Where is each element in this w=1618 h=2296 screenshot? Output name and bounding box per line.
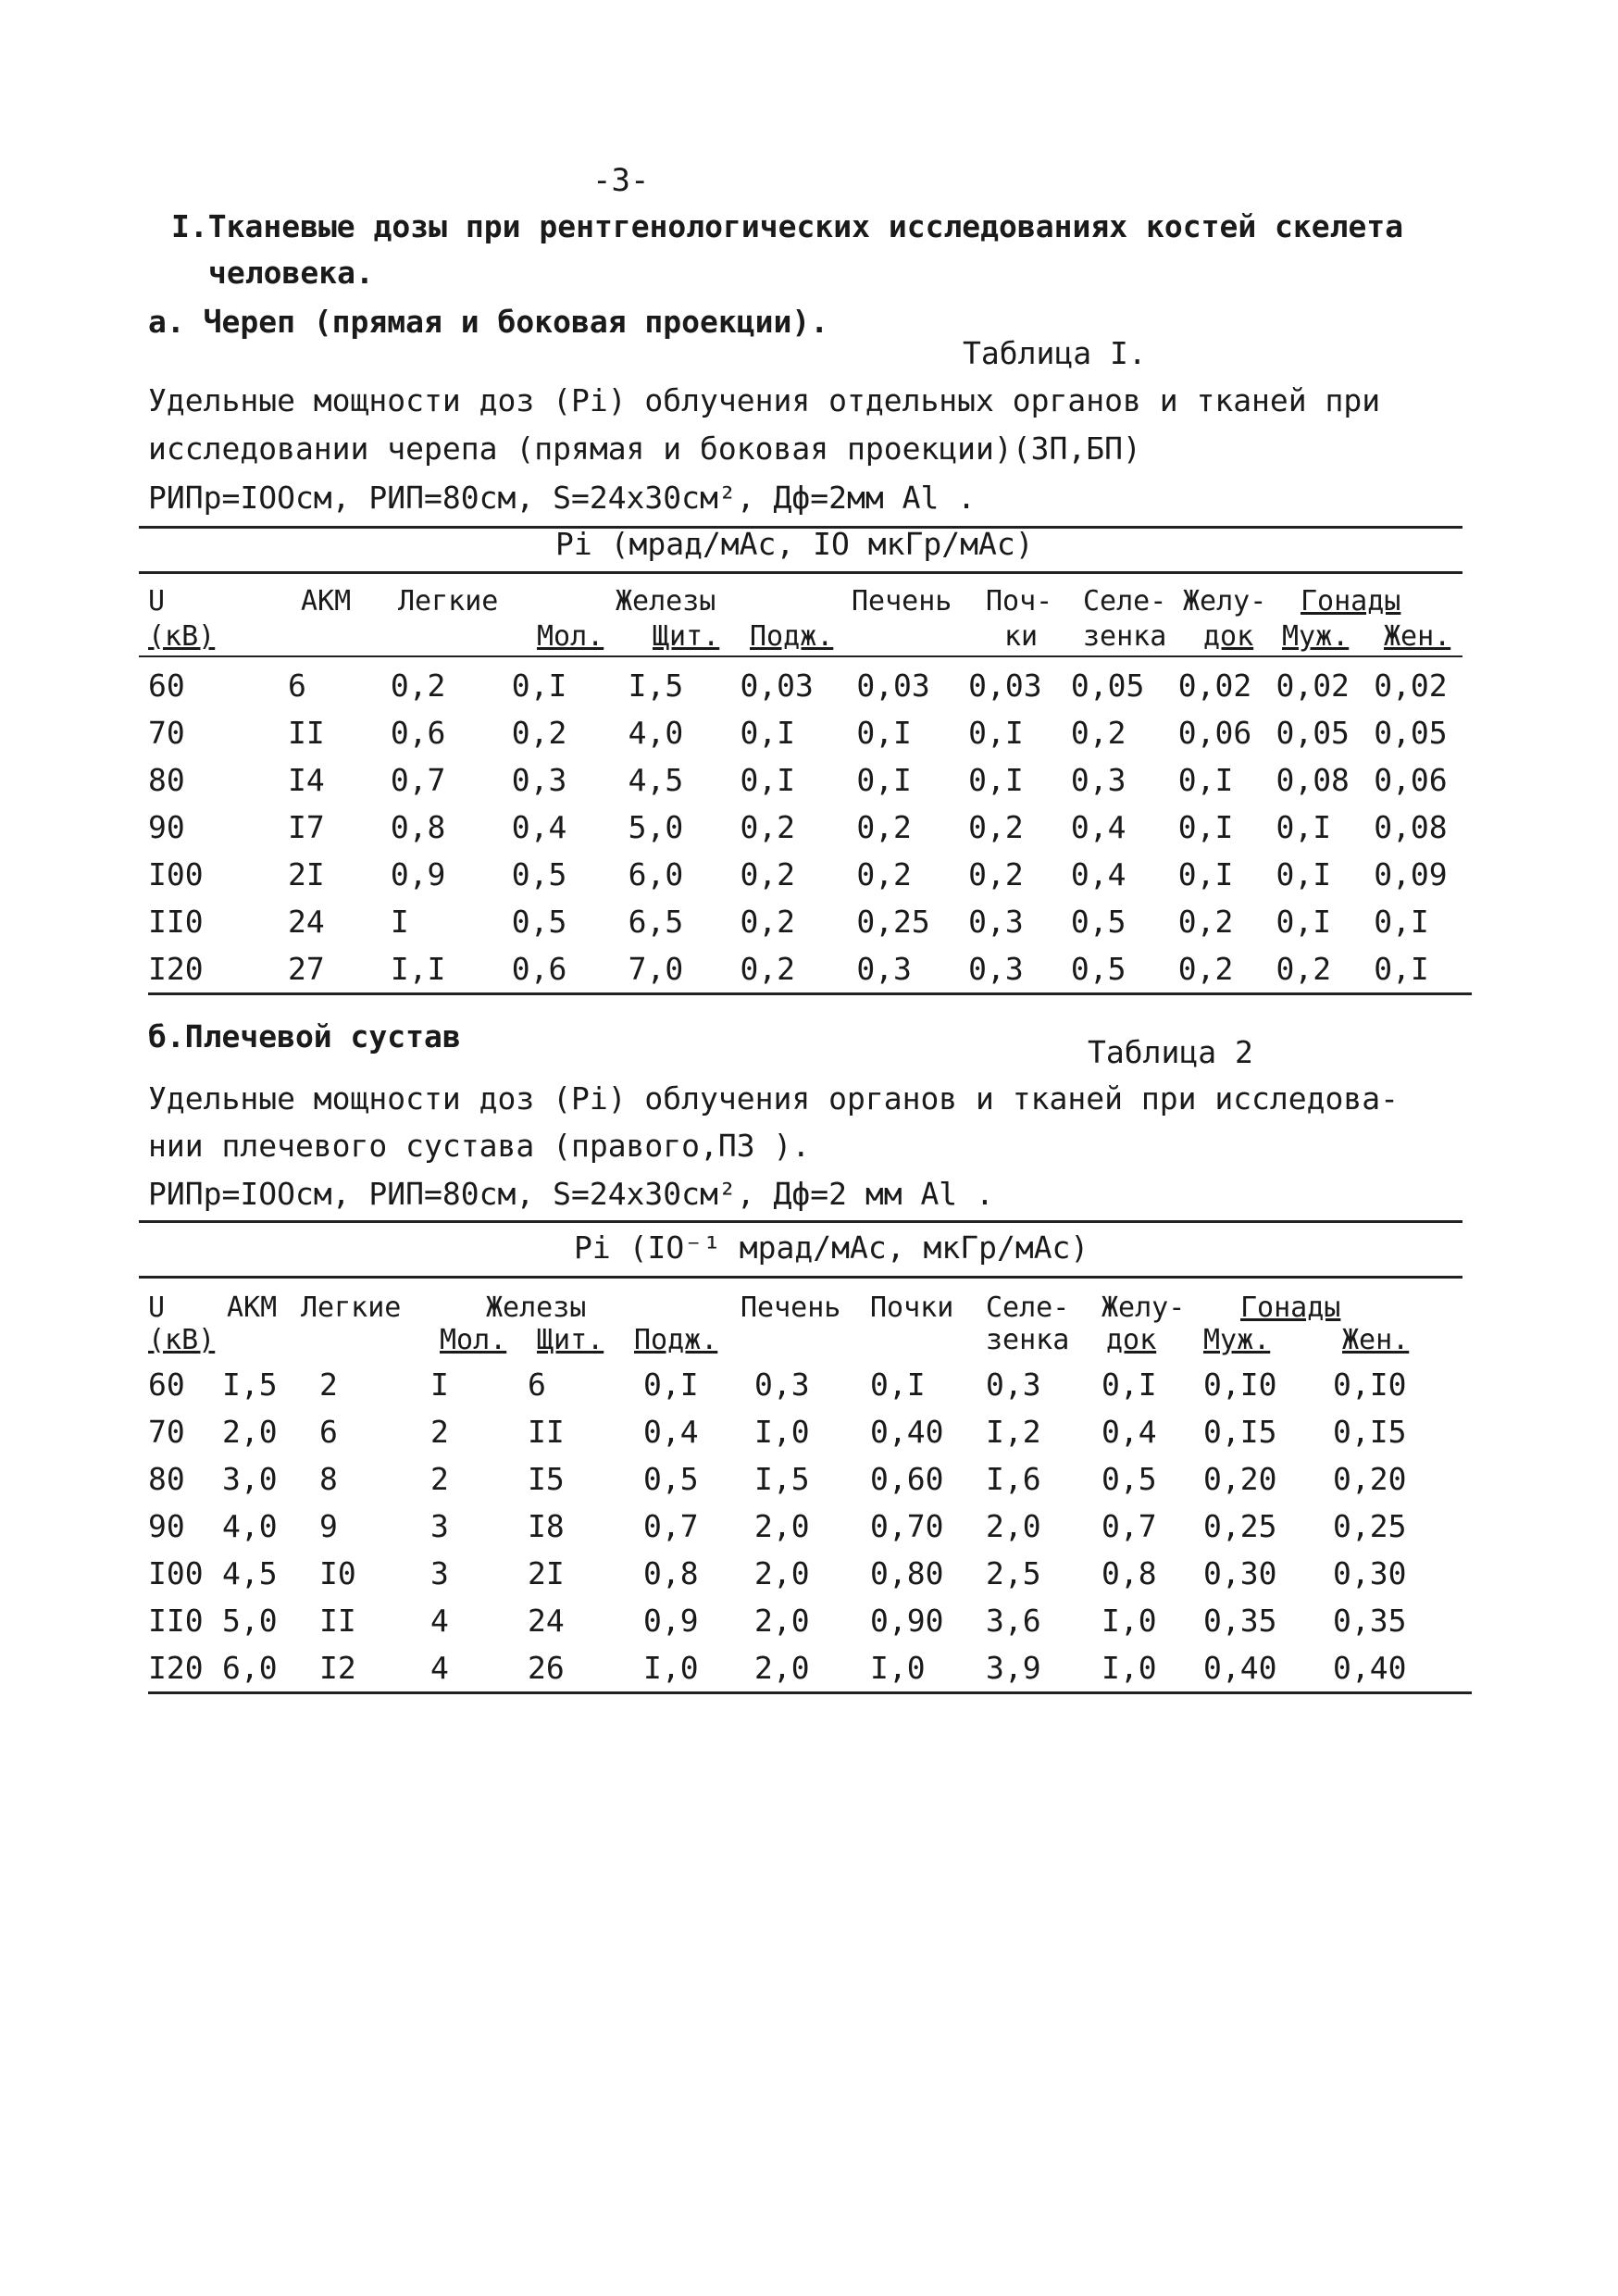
table-cell: II0	[148, 904, 204, 940]
table-cell: 2	[430, 1461, 449, 1497]
table-cell: II	[319, 1603, 356, 1639]
table-cell: 0,9	[390, 856, 446, 892]
table-cell: 24	[528, 1603, 565, 1639]
t1-col-u-unit: (кВ)	[148, 620, 216, 653]
table-cell: 0,I	[1374, 945, 1472, 994]
table-cell: I	[390, 904, 409, 940]
table-cell: 5,0	[628, 809, 684, 845]
table-cell: 0,7	[1101, 1508, 1157, 1544]
table-cell: 6,5	[628, 904, 684, 940]
table-cell: I0	[319, 1555, 356, 1591]
t1-col-gonads: Гонады	[1301, 585, 1401, 618]
table-cell: 0,8	[643, 1555, 699, 1591]
table-cell: 0,I	[740, 762, 796, 798]
table-cell: 0,7	[643, 1508, 699, 1544]
t1-col-kidneys-2: ки	[1004, 620, 1039, 653]
table-cell: 2I	[288, 856, 325, 892]
table-cell: 2,0	[754, 1555, 810, 1591]
table-cell: 4,5	[628, 762, 684, 798]
table-cell: 0,70	[870, 1508, 944, 1544]
table-row	[148, 709, 1472, 756]
t2-col-akm: АКМ	[227, 1292, 278, 1324]
table-cell: 0,7	[390, 762, 446, 798]
t1-col-akm: АКМ	[301, 585, 352, 618]
t1-col-lungs: Легкие	[398, 585, 499, 618]
table-cell: 0,20	[1333, 1461, 1407, 1497]
table-cell: I,0	[1101, 1603, 1157, 1639]
table-cell: 60	[148, 668, 185, 704]
table-cell: I2	[319, 1644, 430, 1693]
table2-caption-line2: нии плечевого сустава (правого,ПЗ ).	[148, 1128, 811, 1164]
table-cell: 0,I	[1177, 809, 1234, 845]
table2-label: Таблица 2	[1088, 1034, 1253, 1070]
table-cell: 0,03	[968, 668, 1042, 704]
table-cell: 90	[148, 809, 185, 845]
table-cell: I,5	[754, 1461, 810, 1497]
t1-col-kidneys-1: Поч-	[986, 585, 1053, 618]
table-cell: 0,5	[1101, 1461, 1157, 1497]
t1-col-u: U	[148, 585, 166, 618]
table-cell: 0,I	[1374, 904, 1429, 940]
table-row	[148, 851, 1472, 898]
t1-col-liver: Печень	[852, 585, 952, 618]
table-cell: 3,6	[986, 1603, 1041, 1639]
table1-caption-line1: Удельные мощности доз (Pi) облучения отдельных органов и тканей при	[148, 382, 1381, 418]
table-cell: 0,08	[1374, 809, 1448, 845]
table1-header-rule	[139, 655, 1462, 657]
table1-unit-header: Pi (мрад/мАс, IO мкГр/мАс)	[555, 526, 1034, 562]
t2-col-stomach-2: док	[1106, 1324, 1157, 1356]
table-cell: II	[528, 1414, 565, 1450]
t1-col-spleen-1: Селе-	[1083, 585, 1167, 618]
section-title: I.Тканевые дозы при рентгенологических исследованиях костей скелета	[171, 208, 1404, 244]
table-cell: 3	[430, 1555, 449, 1591]
t2-col-gonads: Гонады	[1240, 1292, 1341, 1324]
table1-body	[148, 662, 1472, 995]
table-cell: 8	[319, 1461, 338, 1497]
table-cell: 0,25	[1203, 1508, 1277, 1544]
table-cell: II	[288, 715, 325, 751]
table-cell: 2	[319, 1366, 338, 1403]
table-cell: I7	[288, 809, 325, 845]
table-cell: 4,0	[222, 1508, 278, 1544]
table-cell: II0	[148, 1603, 204, 1639]
table2-top-rule	[139, 1220, 1462, 1223]
table-cell: 0,5	[511, 904, 567, 940]
t2-col-stomach-1: Желу-	[1101, 1292, 1186, 1324]
table-cell: 0,3	[1070, 762, 1126, 798]
t1-col-gl-pan: Подж.	[750, 620, 834, 653]
table-cell: 90	[148, 1508, 185, 1544]
table-cell: 0,6	[512, 945, 629, 994]
table-cell: 0,02	[1374, 668, 1448, 704]
t2-col-gon-m: Муж.	[1203, 1324, 1271, 1356]
table-cell: 5,0	[222, 1603, 278, 1639]
t2-col-gon-f: Жен.	[1342, 1324, 1410, 1356]
table-cell: 0,I	[1276, 809, 1332, 845]
table-cell: 9	[319, 1508, 338, 1544]
table-cell: 0,4	[1101, 1414, 1157, 1450]
table-cell: 0,4	[643, 1414, 699, 1450]
table-row	[148, 1597, 1472, 1644]
table-cell: 26	[528, 1644, 643, 1693]
table-cell: 0,06	[1374, 762, 1448, 798]
t1-col-gl-mol: Мол.	[537, 620, 604, 653]
table-cell: 0,30	[1333, 1555, 1407, 1591]
t1-col-gon-f: Жен.	[1384, 620, 1451, 653]
table-cell: 0,25	[856, 904, 930, 940]
table-cell: 80	[148, 1461, 185, 1497]
table-cell: I,I	[391, 945, 512, 994]
table-cell: 0,90	[870, 1603, 944, 1639]
table-cell: 0,2	[856, 856, 912, 892]
table-cell: 0,2	[740, 945, 856, 994]
table-cell: 0,5	[1071, 945, 1178, 994]
table-cell: 0,I	[856, 762, 912, 798]
table2-unit-rule	[139, 1276, 1462, 1279]
table-cell: 0,8	[1101, 1555, 1157, 1591]
table-cell: 0,02	[1177, 668, 1252, 704]
table-cell: 0,2	[1070, 715, 1126, 751]
table-cell: 2I	[528, 1555, 565, 1591]
t1-col-stomach-2: док	[1203, 620, 1254, 653]
table-cell: 3	[430, 1508, 449, 1544]
table-cell: 0,I	[1276, 856, 1332, 892]
table-cell: 2,0	[986, 1508, 1041, 1544]
table-cell: 0,60	[870, 1461, 944, 1497]
table-cell: 0,I	[856, 715, 912, 751]
table-cell: 0,I	[870, 1366, 926, 1403]
table-cell: I20	[148, 1644, 222, 1693]
table-cell: I00	[148, 1555, 204, 1591]
table-row	[148, 1408, 1472, 1455]
table-cell: 0,2	[1276, 945, 1374, 994]
table-cell: 0,I	[1177, 762, 1234, 798]
table-cell: I8	[528, 1508, 565, 1544]
table-cell: 6,0	[222, 1644, 319, 1693]
table-cell: 0,I0	[1333, 1366, 1407, 1403]
table-cell: 4	[430, 1603, 449, 1639]
table-cell: 0,2	[968, 809, 1024, 845]
table-cell: 0,2	[968, 856, 1024, 892]
table2-unit-header: Pi (IO⁻¹ мрад/мАс, мкГр/мАс)	[574, 1229, 1089, 1266]
table-cell: 4	[430, 1644, 528, 1693]
table-cell: 0,2	[1177, 904, 1234, 940]
table-cell: 0,09	[1374, 856, 1448, 892]
table-cell: 0,I5	[1333, 1414, 1407, 1450]
table-cell: 0,2	[740, 856, 796, 892]
t2-col-u: U	[148, 1292, 166, 1324]
table-cell: 0,I	[1276, 904, 1332, 940]
table-cell: 0,3	[754, 1366, 810, 1403]
table-cell: 0,25	[1333, 1508, 1407, 1544]
table-cell: 2	[430, 1414, 449, 1450]
t2-col-gl-mol: Мол.	[440, 1324, 507, 1356]
table-cell: 0,40	[1203, 1644, 1333, 1693]
table-cell: 0,80	[870, 1555, 944, 1591]
table-cell: I,6	[986, 1461, 1041, 1497]
table-cell: 60	[148, 1366, 185, 1403]
table-cell: 0,I	[1101, 1366, 1157, 1403]
table-cell: I	[430, 1366, 449, 1403]
t2-col-glands: Железы	[486, 1292, 587, 1324]
t1-col-spleen-2: зенка	[1083, 620, 1167, 653]
table-cell: 0,5	[643, 1461, 699, 1497]
table-cell: I,5	[222, 1366, 278, 1403]
t1-col-gon-m: Муж.	[1282, 620, 1350, 653]
table-cell: 4,5	[222, 1555, 278, 1591]
table-cell: 27	[288, 945, 391, 994]
table-cell: 0,3	[968, 904, 1024, 940]
table2-caption-line1: Удельные мощности доз (Pi) облучения органов и тканей при исследова-	[148, 1080, 1400, 1117]
t1-col-glands: Железы	[616, 585, 716, 618]
page-number: -3-	[592, 162, 650, 199]
table-cell: 0,20	[1203, 1461, 1277, 1497]
table-cell: 0,2	[740, 904, 796, 940]
table-cell: 0,I0	[1203, 1366, 1277, 1403]
table-cell: 0,6	[390, 715, 446, 751]
table1-params: РИПр=IOOсм, РИП=80см, S=24x30см², Дф=2мм Al .	[148, 480, 977, 516]
table-row	[148, 945, 1472, 994]
table-cell: 0,I	[1177, 856, 1234, 892]
table-row	[148, 756, 1472, 804]
table-cell: 0,03	[740, 668, 814, 704]
table-cell: 0,I	[511, 668, 567, 704]
t2-col-liver: Печень	[741, 1292, 841, 1324]
table-cell: 6	[288, 668, 306, 704]
t2-col-u-unit: (кВ)	[148, 1324, 216, 1356]
t2-col-gl-thy: Щит.	[537, 1324, 604, 1356]
table-cell: 0,30	[1203, 1555, 1277, 1591]
table-cell: 0,3	[986, 1366, 1041, 1403]
table-cell: 3,0	[222, 1461, 278, 1497]
table-cell: 0,I	[968, 762, 1024, 798]
t2-col-gl-pan: Подж.	[634, 1324, 718, 1356]
table-cell: 0,4	[511, 809, 567, 845]
table-cell: 0,3	[968, 945, 1071, 994]
table-cell: I,0	[1101, 1644, 1203, 1693]
table-cell: 0,3	[856, 945, 968, 994]
table-cell: 80	[148, 762, 185, 798]
t2-col-kidneys: Почки	[870, 1292, 954, 1324]
table-row	[148, 898, 1472, 945]
table1-caption-line2: исследовании черепа (прямая и боковая проекции)(ЗП,БП)	[148, 430, 1141, 467]
table2-params: РИПр=IOOсм, РИП=80см, S=24x30см², Дф=2 мм Al .	[148, 1176, 994, 1212]
table-cell: 0,05	[1374, 715, 1448, 751]
table-cell: 0,2	[511, 715, 567, 751]
table-row	[148, 804, 1472, 851]
table-row	[148, 1644, 1472, 1693]
table-cell: I,5	[628, 668, 684, 704]
table-row	[148, 1550, 1472, 1597]
subsection-a-heading: а. Череп (прямая и боковая проекции).	[148, 304, 829, 340]
table-cell: 0,9	[643, 1603, 699, 1639]
table-cell: 6	[528, 1366, 546, 1403]
table-cell: 0,5	[1070, 904, 1126, 940]
table-cell: 0,40	[870, 1414, 944, 1450]
table-cell: 70	[148, 1414, 185, 1450]
table-cell: 6,0	[628, 856, 684, 892]
table-cell: 0,35	[1203, 1603, 1277, 1639]
table-row	[148, 1503, 1472, 1550]
table1-unit-rule	[139, 571, 1462, 574]
table-cell: 2,0	[222, 1414, 278, 1450]
table-cell: 0,I	[643, 1366, 699, 1403]
table-cell: 0,2	[740, 809, 796, 845]
table-cell: 24	[288, 904, 325, 940]
table-row	[148, 662, 1472, 709]
table-cell: I,2	[986, 1414, 1041, 1450]
table-cell: I,0	[754, 1414, 810, 1450]
table-cell: 0,05	[1070, 668, 1145, 704]
table-row	[148, 1361, 1472, 1408]
table-cell: 0,I	[968, 715, 1024, 751]
table-cell: 70	[148, 715, 185, 751]
table-cell: 2,0	[754, 1644, 870, 1693]
table-cell: I4	[288, 762, 325, 798]
t1-col-stomach-1: Желу-	[1183, 585, 1267, 618]
table-cell: 3,9	[986, 1644, 1101, 1693]
table-cell: 0,03	[856, 668, 930, 704]
table-cell: 0,06	[1177, 715, 1252, 751]
table-cell: 0,40	[1333, 1644, 1472, 1693]
t2-col-spleen-1: Селе-	[986, 1292, 1070, 1324]
table2-body	[148, 1361, 1472, 1694]
table-cell: 6	[319, 1414, 338, 1450]
table-cell: I00	[148, 856, 204, 892]
table-cell: I,0	[870, 1644, 986, 1693]
table-cell: 0,4	[1070, 809, 1126, 845]
table-cell: I5	[528, 1461, 565, 1497]
table-cell: 0,5	[511, 856, 567, 892]
table-cell: I20	[148, 945, 288, 994]
table-cell: 0,35	[1333, 1603, 1407, 1639]
table-cell: 0,4	[1070, 856, 1126, 892]
table-cell: 0,2	[390, 668, 446, 704]
section-title-continued: человека.	[208, 255, 374, 291]
t2-col-lungs: Легкие	[301, 1292, 402, 1324]
table-cell: 2,0	[754, 1603, 810, 1639]
table-cell: 0,I5	[1203, 1414, 1277, 1450]
table-cell: 0,2	[856, 809, 912, 845]
subsection-b-heading: б.Плечевой сустав	[148, 1018, 461, 1054]
table-cell: 2,0	[754, 1508, 810, 1544]
table-cell: 7,0	[629, 945, 741, 994]
table-cell: 0,3	[511, 762, 567, 798]
table-cell: 0,05	[1276, 715, 1350, 751]
table-row	[148, 1455, 1472, 1503]
t1-col-gl-thy: Щит.	[653, 620, 720, 653]
table-cell: 0,08	[1276, 762, 1350, 798]
t2-col-spleen-2: зенка	[986, 1324, 1070, 1356]
table1-label: Таблица I.	[963, 335, 1147, 371]
table-cell: 0,02	[1276, 668, 1350, 704]
table-cell: 4,0	[628, 715, 684, 751]
table-cell: 0,8	[390, 809, 446, 845]
table-cell: 0,2	[1178, 945, 1276, 994]
table-cell: 2,5	[986, 1555, 1041, 1591]
table-cell: I,0	[643, 1644, 754, 1693]
table-cell: 0,I	[740, 715, 796, 751]
